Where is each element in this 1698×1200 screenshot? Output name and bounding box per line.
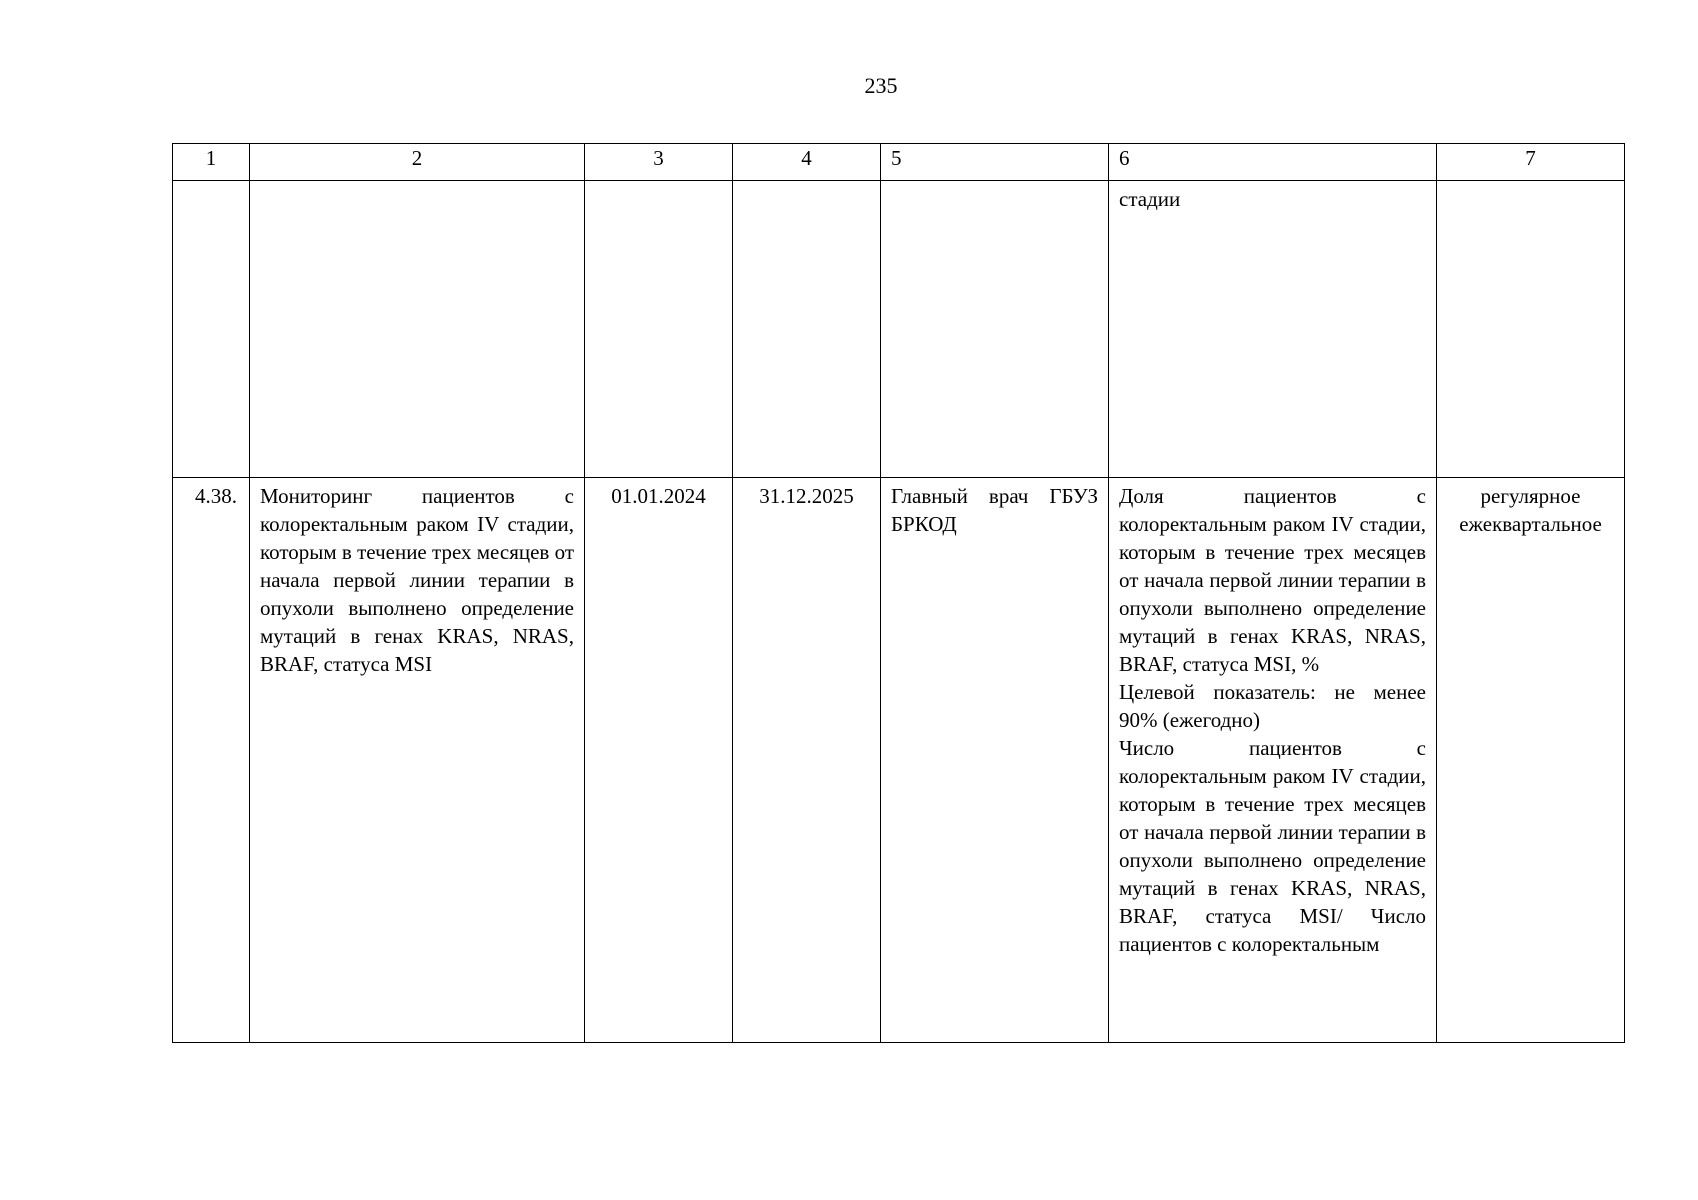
header-col-4: 4	[733, 144, 881, 181]
plan-table	[172, 143, 1625, 1043]
table-row	[173, 478, 1625, 1043]
continuation-cell-3	[585, 181, 733, 478]
continuation-cell-7	[1437, 181, 1625, 478]
row-start-date: 01.01.2024	[585, 478, 733, 1043]
indicator-formula: Число пациентов с колоректальным раком IV стадии, которым в течение трех месяцев от начала первой линии терапии в опухоли выполнено определение мутаций в генах KRAS, NRAS, BRAF, статуса MSI/ Число пациентов с колоректальным	[1119, 736, 1426, 956]
row-description: Мониторинг пациентов с колоректальным раком IV стадии, которым в течение трех месяцев от начала первой линии терапии в опухоли выполнено определение мутаций в генах KRAS, NRAS, BRAF, статуса MSI	[250, 478, 585, 1043]
continuation-cell-2	[250, 181, 585, 478]
indicator-share: Доля пациентов с колоректальным раком IV стадии, которым в течение трех месяцев от начала первой линии терапии в опухоли выполнено определение мутаций в генах KRAS, NRAS, BRAF, статуса MSI, %	[1119, 484, 1426, 676]
table-header-row	[173, 144, 1625, 181]
page-number: 235	[864, 73, 898, 98]
continuation-cell-1	[173, 181, 250, 478]
continuation-row	[173, 181, 1625, 478]
row-indicator	[1109, 478, 1437, 1043]
continuation-cell-6: стадии	[1109, 181, 1437, 478]
row-periodicity: регулярное ежеквартальное	[1437, 478, 1625, 1043]
row-end-date: 31.12.2025	[733, 478, 881, 1043]
header-col-2: 2	[250, 144, 585, 181]
header-col-7: 7	[1437, 144, 1625, 181]
header-col-6: 6	[1109, 144, 1437, 181]
continuation-cell-4	[733, 181, 881, 478]
header-col-5: 5	[881, 144, 1109, 181]
continuation-cell-5	[881, 181, 1109, 478]
header-col-1: 1	[173, 144, 250, 181]
row-number: 4.38.	[173, 478, 250, 1043]
row-responsible: Главный врач ГБУЗ БРКОД	[881, 478, 1109, 1043]
indicator-target: Целевой показатель: не менее 90% (ежегодно)	[1119, 680, 1426, 732]
header-col-3: 3	[585, 144, 733, 181]
